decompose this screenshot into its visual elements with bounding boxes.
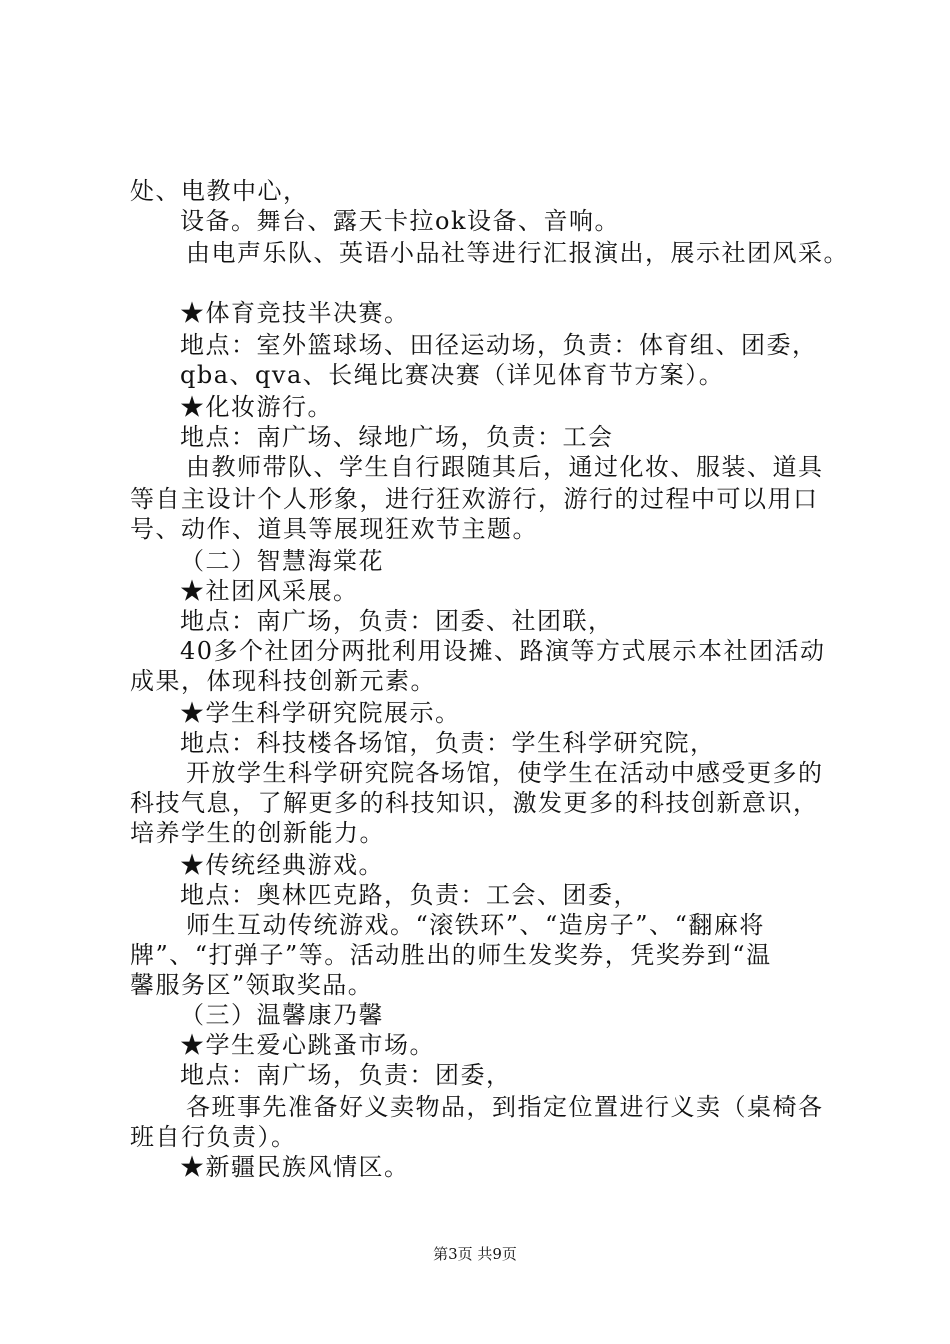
text-line: 班自行负责）。 [130,1123,297,1151]
text-line: 等自主设计个人形象，进行狂欢游行，游行的过程中可以用口 [130,485,819,513]
section-heading: ★学生爱心跳蚤市场。 [180,1031,435,1059]
location-line: 地点：科技楼各场馆，负责：学生科学研究院， [180,729,716,757]
section-heading: ★新疆民族风情区。 [180,1153,410,1181]
text-line: 科技气息，了解更多的科技知识，激发更多的科技创新意识， [130,789,819,817]
page-number-footer: 第3页 共9页 [433,1245,517,1263]
text-line: 由教师带队、学生自行跟随其后，通过化妆、服装、道具 [186,453,824,481]
text-line: qba、qva、长绳比赛决赛（详见体育节方案）。 [180,361,725,389]
text-line: 馨服务区”领取奖品。 [130,971,374,999]
text-line: 各班事先准备好义卖物品，到指定位置进行义卖（桌椅各 [186,1093,824,1121]
location-line: 地点：南广场，负责：团委、社团联， [180,607,614,635]
subsection-heading: （三）温馨康乃馨 [180,1001,384,1029]
location-line: 地点：南广场、绿地广场，负责：工会 [180,423,614,451]
text-line: 师生互动传统游戏。“滚铁环”、“造房子”、“翻麻将 [186,911,765,939]
text-line: 号、动作、道具等展现狂欢节主题。 [130,515,538,543]
text-line: 设备。舞台、露天卡拉ok设备、音响。 [180,207,620,235]
section-heading: ★社团风采展。 [180,577,359,605]
subsection-heading: （二）智慧海棠花 [180,547,384,575]
text-line: 成果，体现科技创新元素。 [130,667,436,695]
text-line: 培养学生的创新能力。 [130,819,385,847]
text-line: 处、电教中心， [130,177,309,205]
text-line: 牌”、“打弹子”等。活动胜出的师生发奖券，凭奖券到“温 [130,941,772,969]
location-line: 地点：室外篮球场、田径运动场，负责：体育组、团委， [180,331,818,359]
section-heading: ★化妆游行。 [180,393,333,421]
section-heading: ★体育竞技半决赛。 [180,299,410,327]
section-heading: ★学生科学研究院展示。 [180,699,461,727]
location-line: 地点：南广场，负责：团委， [180,1061,512,1089]
text-line: 开放学生科学研究院各场馆，使学生在活动中感受更多的 [186,759,824,787]
section-heading: ★传统经典游戏。 [180,851,384,879]
location-line: 地点：奥林匹克路，负责：工会、团委， [180,881,639,909]
text-line: 40多个社团分两批利用设摊、路演等方式展示本社团活动 [180,637,826,665]
text-line: 由电声乐队、英语小品社等进行汇报演出，展示社团风采。 [186,239,849,267]
